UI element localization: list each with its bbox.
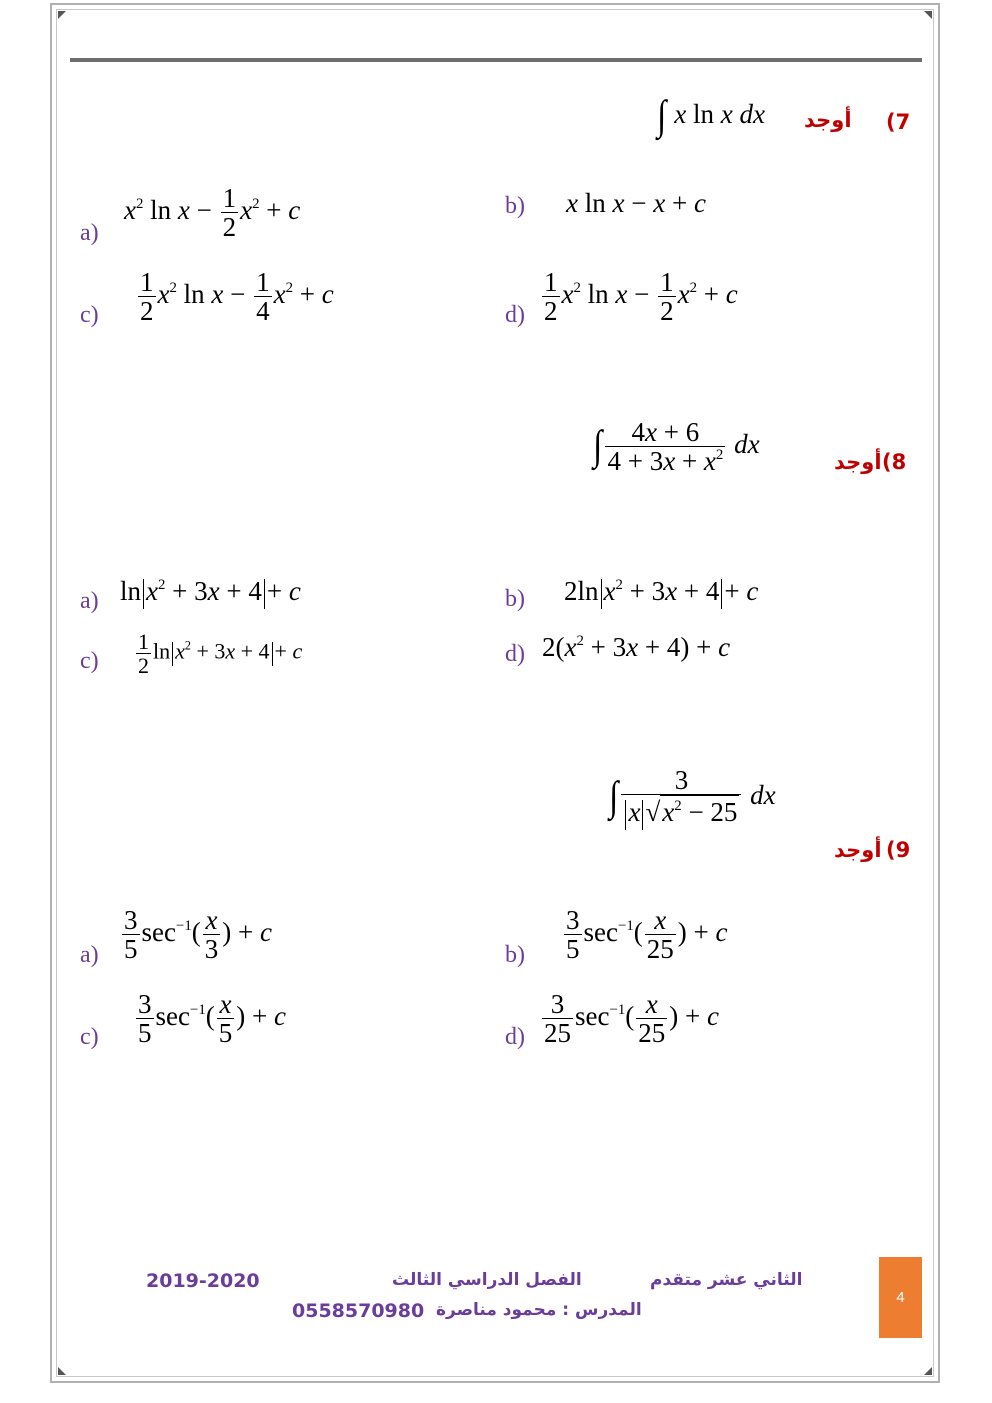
footer-semester: الفصل الدراسي الثالث <box>392 1270 582 1290</box>
question-7-integral: ∫ x ln x dx <box>657 93 765 139</box>
q7-option-b-label[interactable]: b) <box>505 193 525 219</box>
q7-option-c-expression[interactable]: $\frac{1}{2}$ $x^2$ ln x − $\frac{1}{4}$ $x^2 + c$ <box>140 267 334 327</box>
question-9-prompt: أوجد <box>834 838 882 862</box>
q7-option-c-label[interactable]: c) <box>80 302 99 328</box>
footer-grade: الثاني عشر متقدم <box>650 1270 803 1290</box>
q9-option-a-expression[interactable]: $\frac{3}{5}$ $\sec^{-1}$( $\frac{x}{3}$ ) + c <box>124 905 272 965</box>
q7-option-b-expression[interactable]: x ln x − x + c <box>566 188 706 218</box>
question-8-prompt: أوجد <box>834 450 882 474</box>
question-7-number: 7) <box>886 110 911 134</box>
page-number-badge: 4 <box>879 1257 922 1338</box>
question-8-number: 8) <box>882 450 907 474</box>
footer-phone: 0558570980 <box>292 1300 425 1322</box>
q8-option-a-expression[interactable]: $\ln x^2 + 3x + 4 + c$ <box>120 578 301 609</box>
q7-option-a-expression[interactable]: $x^2$ ln x − $\frac{1}{2}$ $x^2 + c$ <box>124 183 301 243</box>
q9-option-d-expression[interactable]: $\frac{3}{25}$ $\sec^{-1}$( $\frac{x}{25}$ ) + c <box>544 989 719 1049</box>
q9-option-c-label[interactable]: c) <box>80 1024 99 1050</box>
q7-option-d-label[interactable]: d) <box>505 302 525 328</box>
footer-teacher: المدرس : محمود مناصرة <box>436 1300 642 1320</box>
corner-ornament <box>58 11 66 19</box>
q8-option-b-expression[interactable]: 2ln $x^2 + 3x + 4 + c$ <box>564 578 758 609</box>
q8-option-d-label[interactable]: d) <box>505 641 525 667</box>
q8-option-d-expression[interactable]: $2(x^2 + 3x + 4) + c$ <box>542 632 731 662</box>
corner-ornament <box>924 1367 932 1375</box>
q7-option-d-expression[interactable]: $\frac{1}{2}$ $x^2$ ln x − $\frac{1}{2}$ $x^2 + c$ <box>544 267 738 327</box>
corner-ornament <box>924 11 932 19</box>
header-rule <box>70 58 922 62</box>
q9-option-d-label[interactable]: d) <box>505 1024 525 1050</box>
q8-option-c-expression[interactable]: $\frac{1}{2}$ $\ln x^2 + 3x + 4 + c$ <box>138 629 303 679</box>
question-8-integral: ∫ $\frac{4x + 6}{4 + 3x + x^2}$ dx <box>593 417 760 477</box>
q9-option-b-expression[interactable]: $\frac{3}{5}$ $\sec^{-1}$( $\frac{x}{25}$ ) + c <box>566 905 728 965</box>
question-9-integral: ∫ $\frac{3}{x √x^2 - 25}$ dx <box>608 766 776 830</box>
corner-ornament <box>58 1367 66 1375</box>
q7-option-a-label[interactable]: a) <box>80 220 99 246</box>
question-9-number: 9) <box>886 838 911 862</box>
q8-option-c-label[interactable]: c) <box>80 648 99 674</box>
question-7-prompt: أوجد <box>804 108 852 132</box>
q8-option-b-label[interactable]: b) <box>505 586 525 612</box>
footer-year: 2019-2020 <box>146 1270 260 1292</box>
q9-option-c-expression[interactable]: $\frac{3}{5}$ $\sec^{-1}$( $\frac{x}{5}$ ) + c <box>138 989 286 1049</box>
q9-option-a-label[interactable]: a) <box>80 942 99 968</box>
q9-option-b-label[interactable]: b) <box>505 942 525 968</box>
q8-option-a-label[interactable]: a) <box>80 588 99 614</box>
